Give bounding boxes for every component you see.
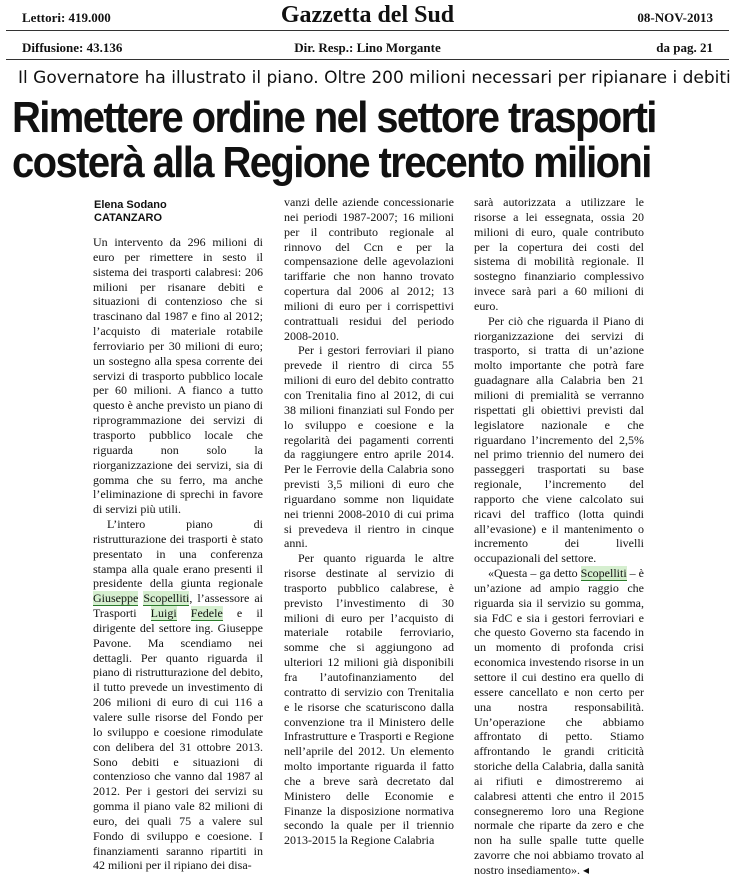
readers-count: Lettori: 419.000 — [22, 10, 111, 25]
header-divider-bottom — [6, 59, 729, 60]
paragraph: vanzi delle aziende concessionarie nei periodi 1987-2007; 16 milioni per il contributo regionale al rinnovo del Ccn e per la compensazione delle agevolazioni tariffarie che non hanno trovato copertura dal 2006 al 2012; 13 milioni di euro per i corrispettivi contrattuali residui del periodo 2008-2010. — [284, 195, 454, 343]
paragraph: «Questa – ga detto Scopelliti – è un’azione ad ampio raggio che riguarda sia il servizio su gomma, sia FdC e sia i gestori ferroviari e che questo Governo sta facendo in un momento di profonda crisi economica investendo risorse in un settore il cui destino era quello di essere cancellato e non certo per una nostra responsabilità. Un’operazione che abbiamo affrontato di petto. Stiamo affrontando le grandi criticità storiche della Calabria, dalla sanità ai rifiuti e dimostreremo ai calabresi attenti che entro il 2015 consegneremo loro una Regione normale che riparte da zero e che non ha sulle spalle tutte quelle zavorre che noi abbiamo trovato al nostro insediamento». ◂ — [474, 566, 644, 877]
dateline-place: CATANZARO — [94, 212, 163, 224]
highlighted-name: Scopelliti — [143, 591, 190, 606]
paragraph: sarà autorizzata a utilizzare le risorse a lei essegnata, ossia 20 milioni di euro, quale contributo per la copertura dei costi del sistema di mobilità regionale. Il sostegno finanziario complessivo invece sarà pari a 60 milioni di euro. — [474, 195, 644, 313]
headline-line-1: Rimettere ordine nel settore trasporti — [12, 94, 656, 142]
highlighted-name: Luigi — [150, 606, 177, 621]
editor-in-chief: Dir. Resp.: Lino Morgante — [294, 40, 441, 55]
headline-line-2: costerà alla Regione trecento milioni — [12, 139, 651, 187]
paragraph: Un intervento da 296 milioni di euro per rimettere in sesto il sistema dei trasporti calabresi: 206 milioni per risanare debiti e situazioni di contenzioso che si trascinano dal 1987 e fino al 2012; l’acquisto di materiale rotabile ferroviario per 30 milioni di euro; un sostegno alla spesa corrente dei servizi di trasporto pubblico locale per 60 milioni. A fianco a tutto questo è anche previsto un piano di riprogrammazione dei servizi di trasporto pubblico locale che riguarda non solo la riorganizzazione dei servizi, sia di gomma che su ferro, ma anche l’eliminazione di sprechi in favore di servizi più utili. — [93, 235, 263, 517]
article-kicker: Il Governatore ha illustrato il piano. Oltre 200 milioni necessari per ripianare i debiti — [18, 68, 731, 88]
article-column-2 — [284, 195, 454, 848]
highlighted-name: Scopelliti — [580, 566, 627, 581]
issue-date: 08-NOV-2013 — [637, 10, 713, 25]
page-reference: da pag. 21 — [656, 40, 713, 55]
highlighted-name: Giuseppe — [93, 591, 139, 606]
paragraph: Per ciò che riguarda il Piano di riorganizzazione dei servizi di trasporto, si tratta di un’azione molto importante che potrà fare guadagnare alla Calabria ben 21 milioni di premialità se verranno rispettati gli obiettivi previsti dal legislatore nazionale e che riguardano l’incremento del 2,5% nel primo triennio del numero dei passeggeri trasportati su base regionale, l’incremento del rapporto che viene calcolato sui ricavi del traffico (lotta quindi all’evasione) e il mantenimento o incremento dei livelli occupazionali del settore. — [474, 313, 644, 566]
circulation-count: Diffusione: 43.136 — [22, 40, 123, 55]
newspaper-title: Gazzetta del Sud — [280, 2, 455, 28]
paragraph: Per quanto riguarda le altre risorse destinate al servizio di trasporto pubblico calabrese, è previsto l’investimento di 30 milioni di euro per l’acquisto di materiale rotabile ferroviario, somme che si aggiungono ad ulteriori 12 milioni già disponibili fra l’autofinanziamento del contratto di servizio con Trenitalia e le risorse che scaturiscono dalla convenzione tra il Ministero delle Infrastrutture e Trasporti e Regione nell’aprile del 2012. Un elemento molto importante riguarda il fatto che a breve sarà decretato dal Ministero delle Economie e Finanze la disposizione normativa secondo la quale per il triennio 2013-2015 la Regione Calabria — [284, 551, 454, 848]
article-column-1 — [93, 235, 263, 873]
highlighted-name: Fedele — [190, 606, 223, 621]
paragraph: L’intero piano di ristrutturazione dei trasporti è stato presentato in una conferenza stampa alla quale erano presenti il presidente della giunta regionale Giuseppe Scopelliti, l’assessore ai Trasporti Luigi Fedele e il dirigente del settore ing. Giuseppe Pavone. Ma scendiamo nei dettagli. Per quanto riguarda il piano di ristrutturazione del debito, il tutto prevede un investimento di 206 milioni di euro di cui 116 a valere sulle risorse del Fondo per lo sviluppo e coesione rimodulate con delibera del 31 ottobre 2013. Sono debiti e situazioni di contenzioso che vanno dal 1987 al 2012. Per i gestori dei servizi su gomma il piano vale 82 milioni di euro, dei quali 75 a valere sul Fondo di sviluppo e coesione. I finanziamenti saranno ripartiti in 42 milioni per il ripiano dei disa- — [93, 517, 263, 873]
paragraph: Per i gestori ferroviari il piano prevede il rientro di circa 55 milioni di euro del debito contratto con Trenitalia fino al 2012, di cui 38 milioni finanziati sul Fondo per lo sviluppo e coesione e la regolarità dei pagamenti correnti da raggiungere entro aprile 2014. Per le Ferrovie della Calabria sono previsti 3,5 milioni di euro che riguardano somme non liquidate nei trienni 2008-2010 di cui prima si prevedeva il rientro in cinque anni. — [284, 343, 454, 551]
header-divider — [6, 30, 729, 31]
author-name: Elena Sodano — [94, 199, 167, 211]
article-column-3 — [474, 195, 644, 878]
